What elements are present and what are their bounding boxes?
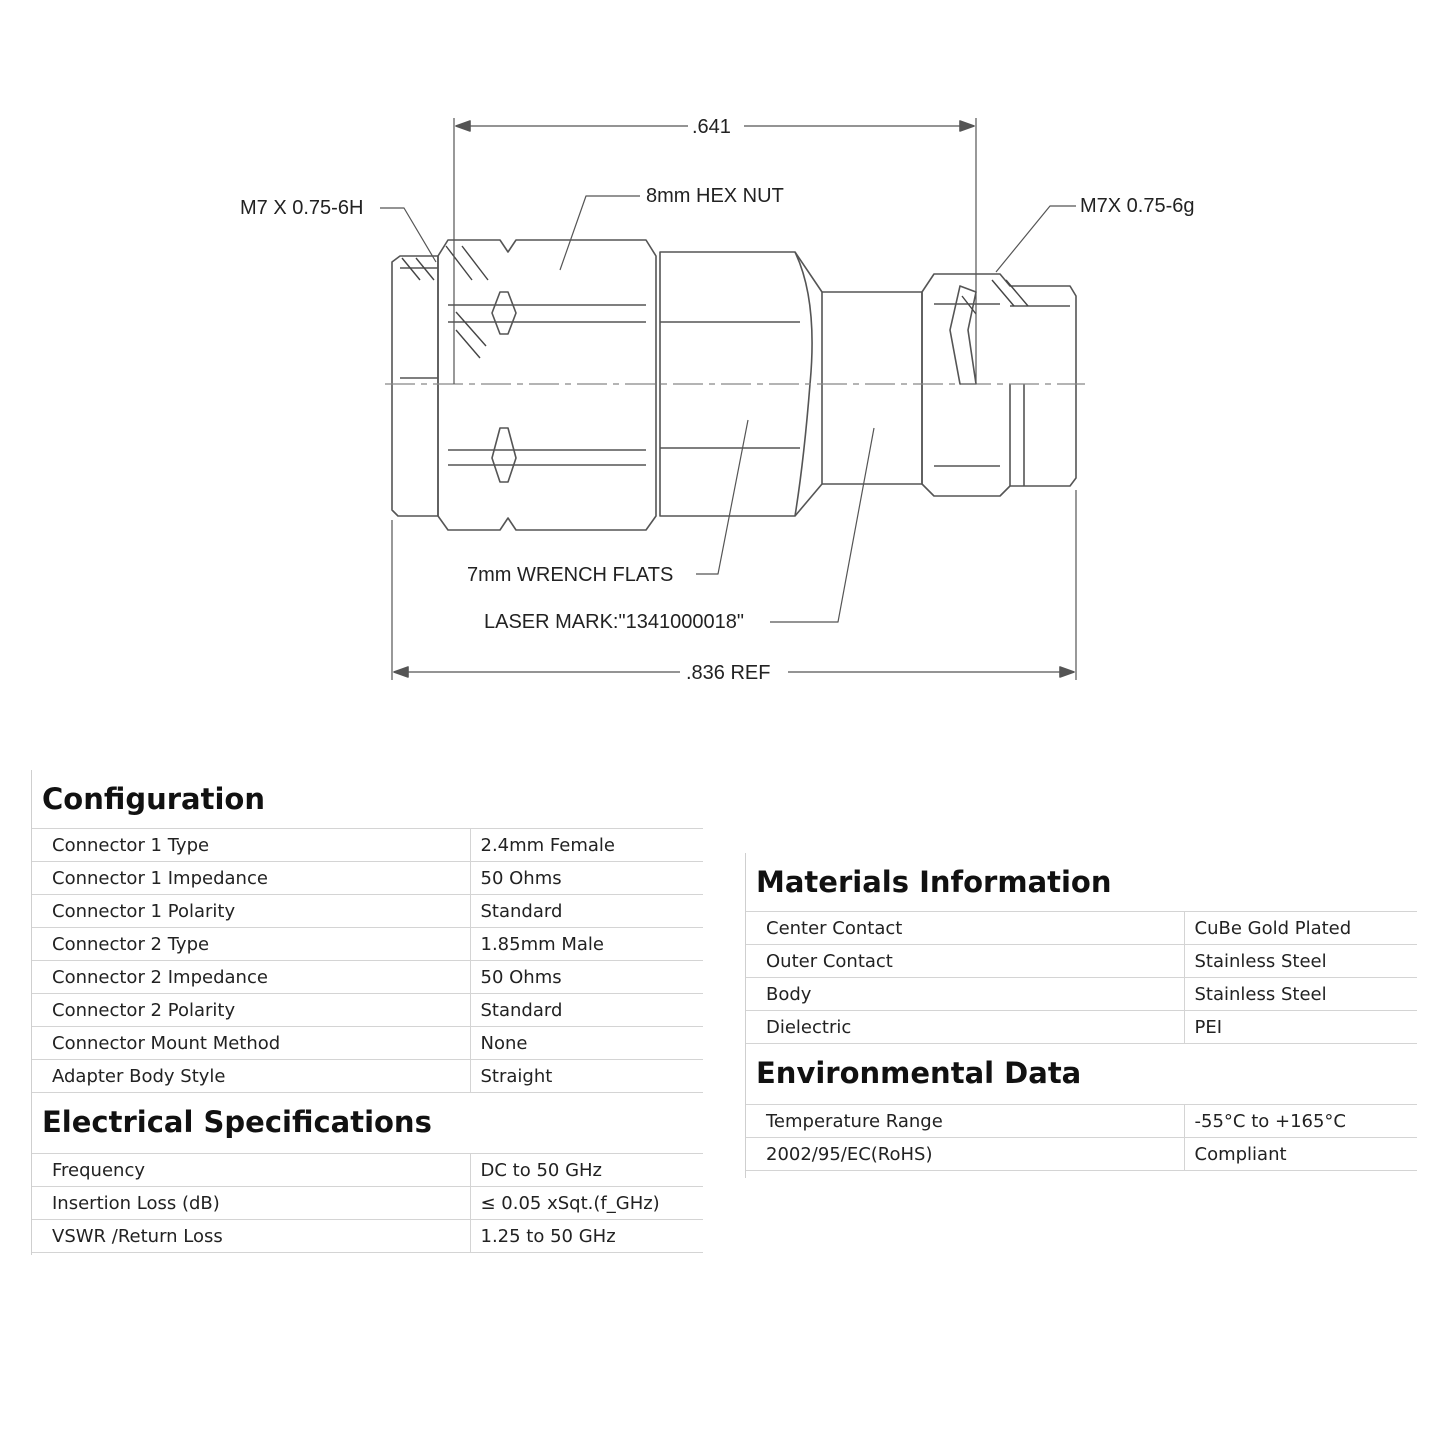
spec-row	[32, 1220, 703, 1253]
spec-label: Connector 2 Impedance	[32, 961, 470, 994]
spec-label: Body	[746, 978, 1184, 1011]
configuration-title: Configuration	[42, 782, 265, 816]
electrical-table	[32, 1153, 703, 1253]
spec-value: None	[470, 1027, 703, 1060]
materials-table	[746, 911, 1417, 1044]
spec-label: Center Contact	[746, 912, 1184, 945]
spec-label: Connector 1 Impedance	[32, 862, 470, 895]
spec-row	[32, 862, 703, 895]
spec-row	[746, 1011, 1417, 1044]
spec-row	[32, 994, 703, 1027]
spec-value: 50 Ohms	[470, 862, 703, 895]
spec-value: PEI	[1184, 1011, 1417, 1044]
hex-nut-outline	[438, 240, 656, 530]
spec-label: Outer Contact	[746, 945, 1184, 978]
spec-row	[32, 928, 703, 961]
spec-value: Standard	[470, 994, 703, 1027]
spec-row	[746, 945, 1417, 978]
dim-bottom-label: .836 REF	[686, 662, 771, 684]
spec-row	[746, 1138, 1417, 1171]
spec-label: Connector 1 Type	[32, 829, 470, 862]
spec-row	[32, 961, 703, 994]
spec-label: Frequency	[32, 1154, 470, 1187]
body-neck	[822, 292, 922, 484]
environmental-table	[746, 1104, 1417, 1171]
spec-value: -55°C to +165°C	[1184, 1105, 1417, 1138]
spec-value: 50 Ohms	[470, 961, 703, 994]
hex-nut-label: 8mm HEX NUT	[646, 185, 784, 207]
spec-row	[746, 1105, 1417, 1138]
spec-value: Straight	[470, 1060, 703, 1093]
environmental-title: Environmental Data	[756, 1056, 1082, 1090]
spec-value: Standard	[470, 895, 703, 928]
wrench-flats-label: 7mm WRENCH FLATS	[467, 564, 674, 586]
spec-label: Connector Mount Method	[32, 1027, 470, 1060]
spec-row	[746, 978, 1417, 1011]
dim-top-label: .641	[692, 116, 731, 138]
spec-label: Connector 1 Polarity	[32, 895, 470, 928]
spec-row	[32, 1154, 703, 1187]
right-thread-label: M7X 0.75-6g	[1080, 195, 1195, 217]
spec-label: 2002/95/EC(RoHS)	[746, 1138, 1184, 1171]
spec-value: 2.4mm Female	[470, 829, 703, 862]
spec-label: Dielectric	[746, 1011, 1184, 1044]
spec-value: DC to 50 GHz	[470, 1154, 703, 1187]
right-connector-outline	[922, 274, 1076, 496]
spec-value: 1.25 to 50 GHz	[470, 1220, 703, 1253]
configuration-table	[32, 828, 703, 1093]
configuration-panel	[31, 770, 703, 1255]
spec-row	[32, 1060, 703, 1093]
spec-label: VSWR /Return Loss	[32, 1220, 470, 1253]
spec-value: ≤ 0.05 xSqt.(f_GHz)	[470, 1187, 703, 1220]
spec-row	[32, 1027, 703, 1060]
spec-value: Compliant	[1184, 1138, 1417, 1171]
laser-mark-label: LASER MARK:"1341000018"	[484, 611, 744, 633]
materials-title: Materials Information	[756, 865, 1112, 899]
materials-panel	[745, 853, 1417, 1178]
spec-label: Connector 2 Polarity	[32, 994, 470, 1027]
spec-value: Stainless Steel	[1184, 945, 1417, 978]
spec-row	[32, 895, 703, 928]
spec-row	[32, 1187, 703, 1220]
spec-value: CuBe Gold Plated	[1184, 912, 1417, 945]
spec-label: Temperature Range	[746, 1105, 1184, 1138]
spec-value: Stainless Steel	[1184, 978, 1417, 1011]
spec-label: Insertion Loss (dB)	[32, 1187, 470, 1220]
electrical-title: Electrical Specifications	[42, 1105, 432, 1139]
spec-value: 1.85mm Male	[470, 928, 703, 961]
spec-label: Adapter Body Style	[32, 1060, 470, 1093]
spec-label: Connector 2 Type	[32, 928, 470, 961]
spec-row	[746, 912, 1417, 945]
left-connector-outline	[392, 256, 438, 516]
left-thread-label: M7 X 0.75-6H	[240, 197, 364, 219]
spec-row	[32, 829, 703, 862]
